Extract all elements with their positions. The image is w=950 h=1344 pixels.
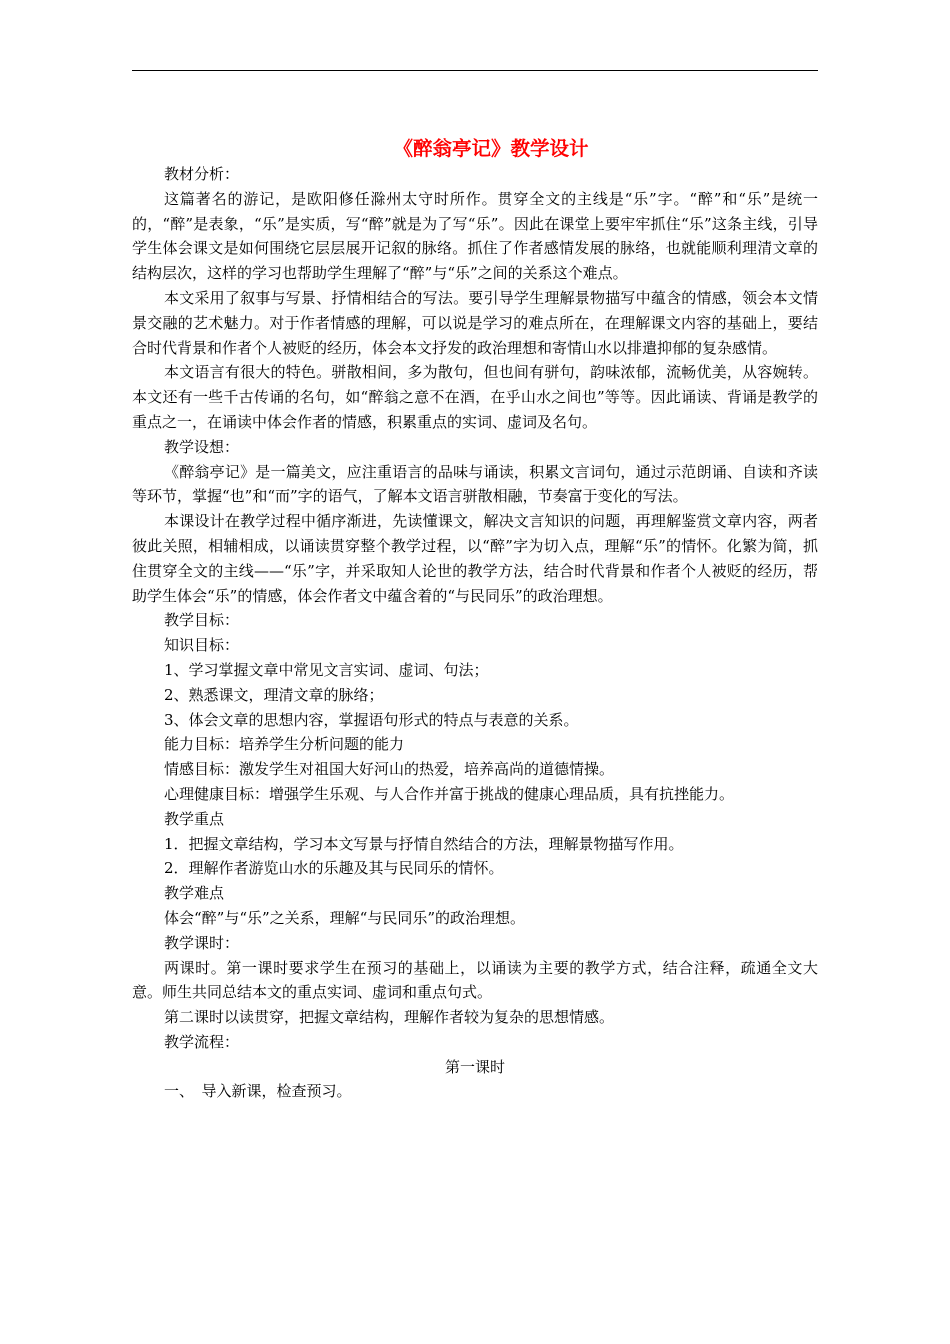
mental-health-goal: 心理健康目标：增强学生乐观、与人合作并富于挑战的健康心理品质，具有抗挫能力。 [164, 784, 735, 803]
section-heading-teaching-ideas: 教学设想： [164, 437, 240, 456]
lesson-heading: 第一课时 [444, 1057, 505, 1076]
list-item: 3、体会文章的思想内容，掌握语句形式的特点与表意的关系。 [164, 710, 579, 729]
list-item: 1．把握文章结构，学习本文写景与抒情自然结合的方法，理解景物描写作用。 [164, 834, 684, 853]
emotion-goal: 情感目标：激发学生对祖国大好河山的热爱，培养高尚的道德情操。 [164, 760, 615, 779]
document-body [132, 162, 818, 1104]
list-item: 2、熟悉课文，理清文章的脉络； [164, 685, 384, 704]
section-heading-material-analysis: 教材分析： [164, 165, 240, 183]
page-title: 《醉翁亭记》教学设计 [393, 137, 589, 160]
section-heading-class-hours: 教学课时： [164, 933, 240, 952]
paragraph: 两课时。第一课时要求学生在预习的基础上，以诵读为主要的教学方式，结合注释，疏通全文大意。师生共同总结本文的重点实词、虚词和重点句式。 [132, 958, 818, 1002]
section-heading-key-points: 教学重点 [164, 809, 225, 828]
ability-goal: 能力目标：培养学生分析问题的能力 [164, 735, 405, 754]
step-heading: 一、 导入新课，检查预习。 [164, 1082, 352, 1101]
paragraph: 本文语言有很大的特色。骈散相间，多为散句，但也间有骈句，韵味浓郁，流畅优美，从容婉转。本文还有一些千古传诵的名句，如“醉翁之意不在酒，在乎山水之间也”等等。因此诵读、背诵是教学的重点之一，在诵读中体会作者的情感，积累重点的实词、虚词及名句。 [132, 363, 818, 431]
paragraph: 体会“醉”与“乐”之关系，理解“与民同乐”的政治理想。 [164, 908, 526, 927]
subheading-knowledge-goals: 知识目标： [164, 636, 240, 655]
paragraph: 本课设计在教学过程中循序渐进，先读懂课文，解决文言知识的问题，再理解鉴赏文章内容，两者彼此关照，相辅相成，以诵读贯穿整个教学过程，以“醉”字为切入点，理解“乐”的情怀。化繁为简，抓住贯穿全文的主线——“乐”字，并采取知人论世的教学方法，结合时代背景和作者个人被贬的经历，帮助学生体会“乐”的情感，体会作者文中蕴含着的“与民同乐”的政治理想。 [132, 512, 818, 605]
list-item: 2．理解作者游览山水的乐趣及其与民同乐的情怀。 [164, 859, 504, 878]
paragraph: 本文采用了叙事与写景、抒情相结合的写法。要引导学生理解景物描写中蕴含的情感，领会本文情景交融的艺术魅力。对于作者情感的理解，可以说是学习的难点所在，在理解课文内容的基础上，要结合时代背景和作者个人被贬的经历，体会本文抒发的政治理想和寄情山水以排遣抑郁的复杂感情。 [132, 288, 818, 357]
paragraph: 《醉翁亭记》是一篇美文，应注重语言的品味与诵读，积累文言词句，通过示范朗诵、自读和齐读等环节，掌握“也”和“而”字的语气，了解本文语言骈散相融，节奏富于变化的写法。 [132, 462, 818, 506]
section-heading-teaching-goals: 教学目标： [164, 611, 240, 630]
paragraph: 第二课时以读贯穿，把握文章结构，理解作者较为复杂的思想情感。 [164, 1008, 615, 1027]
list-item: 1、学习掌握文章中常见文言实词、虚词、句法； [164, 660, 489, 679]
section-heading-teaching-flow: 教学流程： [164, 1032, 240, 1051]
header-rule [132, 70, 818, 71]
section-heading-difficulties: 教学难点 [164, 884, 225, 903]
paragraph: 这篇著名的游记，是欧阳修任滁州太守时所作。贯穿全文的主线是“乐”字。“醉”和“乐”是统一的，“醉”是表象，“乐”是实质，写“醉”就是为了写“乐”。因此在课堂上要牢牢抓住“乐”这条主线，引导学生体会课文是如何围绕它层层展开记叙的脉络。抓住了作者感情发展的脉络，也就能顺利理清文章的结构层次，这样的学习也帮助学生理解了“醉”与“乐”之间的关系这个难点。 [132, 189, 818, 283]
